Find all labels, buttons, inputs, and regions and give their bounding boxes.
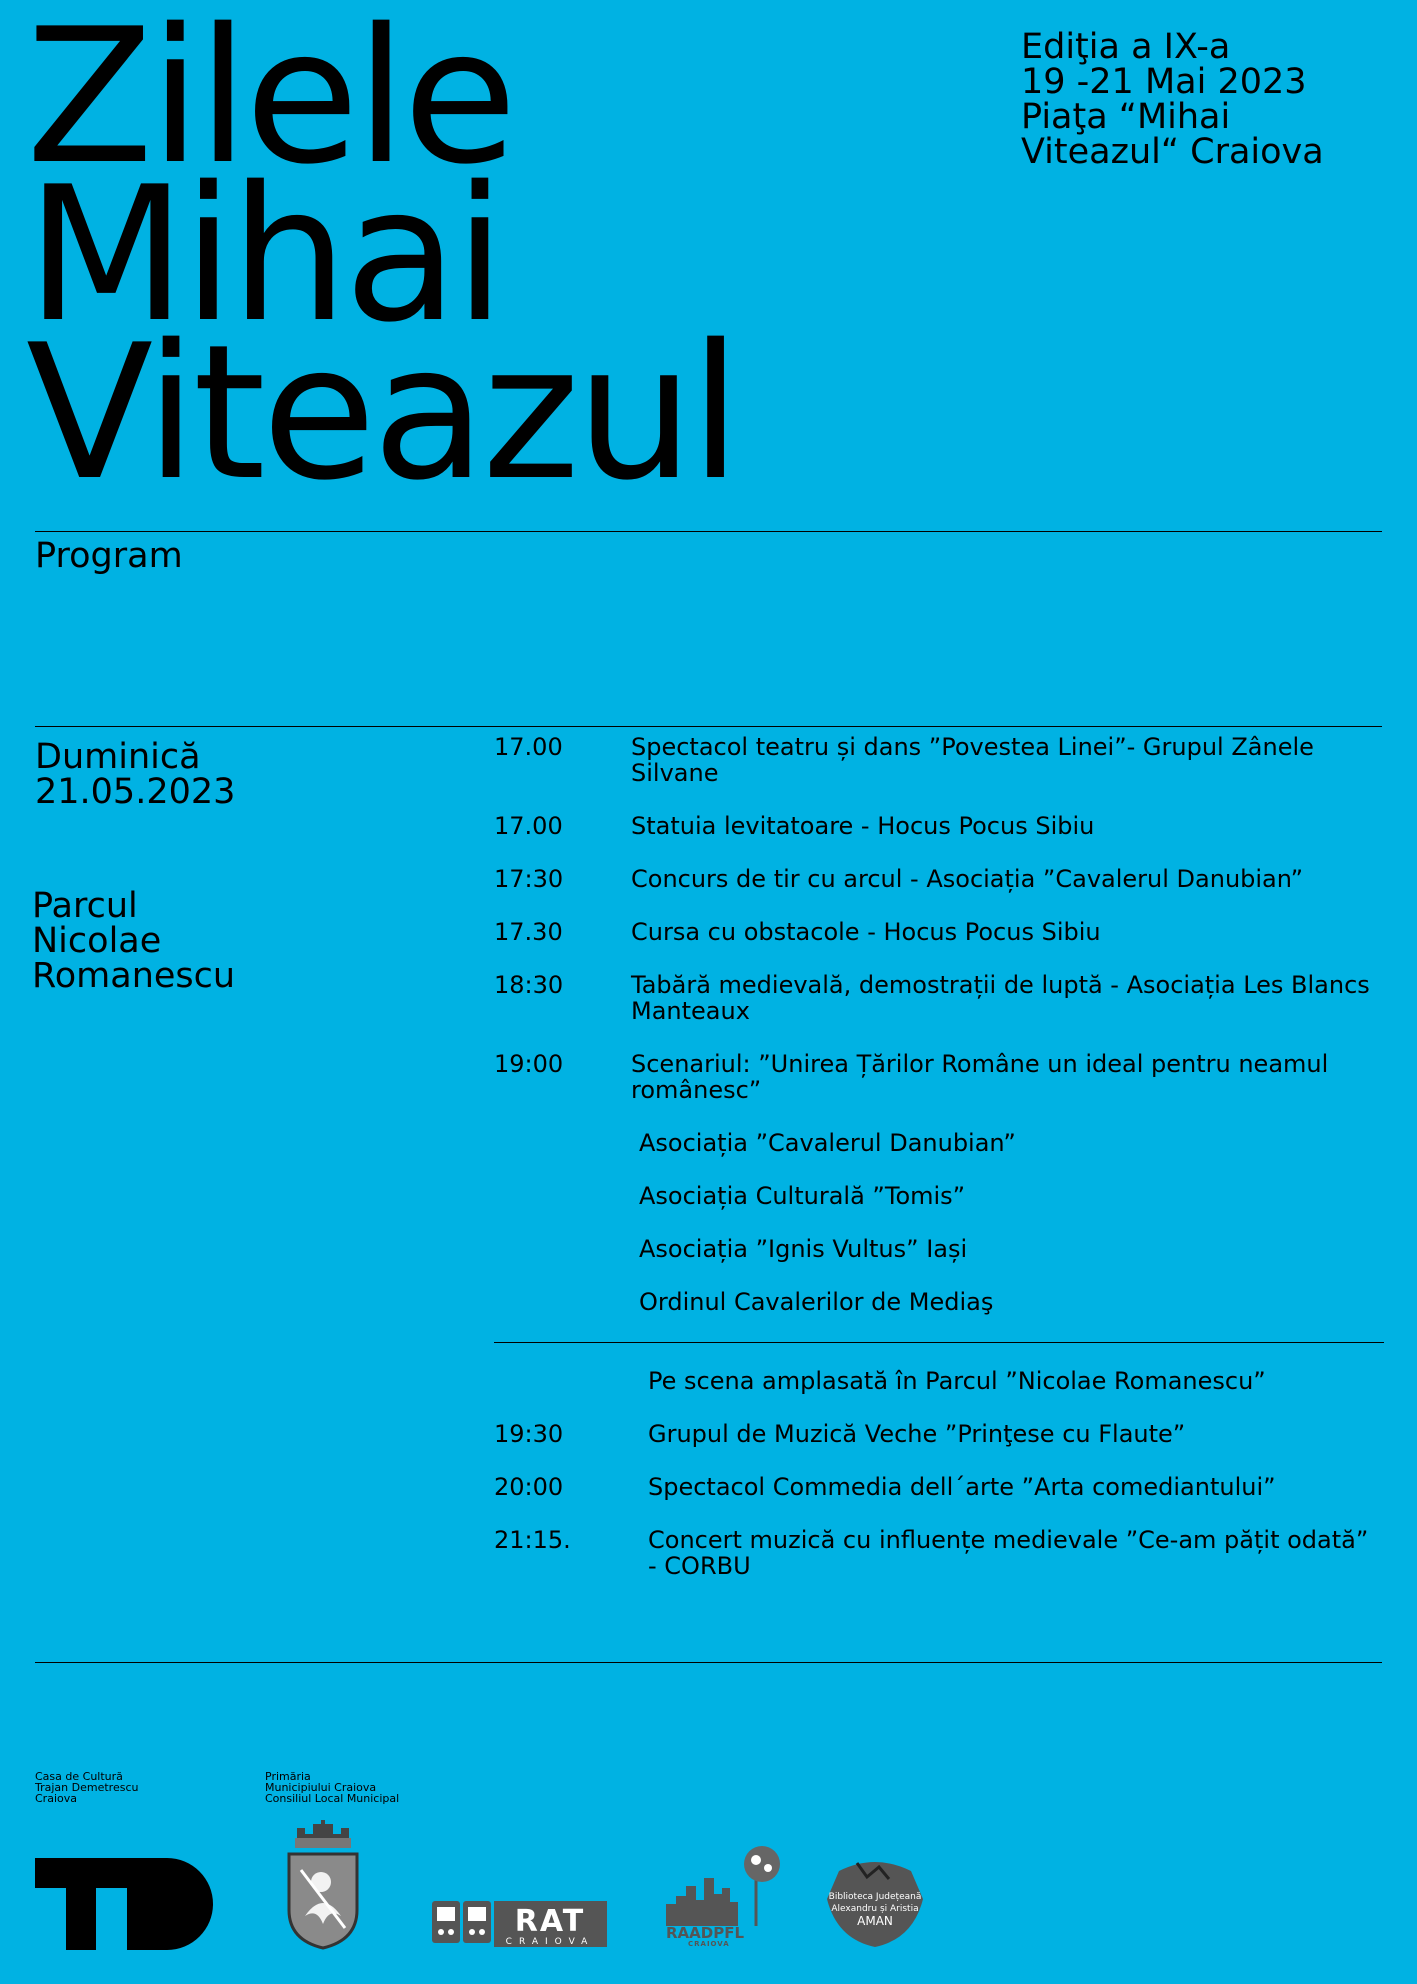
divider-top [35,531,1382,532]
td-logo [35,1858,213,1950]
org-label-line: Trajan Demetrescu [35,1781,139,1794]
org-label-line: Municipiului Craiova [265,1781,377,1794]
schedule-time: 19:00 [494,1050,564,1078]
date: 21.05.2023 [35,772,236,812]
participant-name: Ordinul Cavalerilor de Mediaş [639,1288,994,1316]
org-label-line: Primăria [265,1770,311,1783]
stage-heading: Pe scena amplasată în Parcul ”Nicolae Romanescu” [648,1367,1266,1395]
rat-craiova-logo [432,1901,607,1947]
raadpfl-logo-text: RAADPFL [666,1924,745,1942]
library-line-3: AMAN [857,1914,893,1928]
rat-logo-text: RAT [514,1904,586,1939]
participant-name: Asociația Culturală ”Tomis” [639,1182,966,1210]
schedule-desc: Concurs de tir cu arcul - Asociația ”Cavalerul Danubian” [631,865,1304,893]
divider-stage [494,1342,1384,1343]
raadpfl-logo-subtext: CRAIOVA [688,1940,730,1946]
schedule-desc: Spectacol Commedia dell´arte ”Arta comediantului” [648,1473,1276,1501]
place-info [32,886,236,996]
schedule-desc: Tabără medievală, demostrații de luptă - Asociația Les Blancs Manteaux [631,971,1370,1025]
schedule-time: 19:30 [494,1420,564,1448]
craiova-coat-of-arms-icon [283,1820,363,1950]
schedule-time: 17:30 [494,865,564,893]
schedule-time: 20:00 [494,1473,564,1501]
schedule-desc: Spectacol teatru și dans ”Povestea Linei”- Grupul Zânele Silvane [631,733,1314,787]
library-aman-logo [823,1859,927,1949]
org-label-primaria [265,1771,399,1804]
participant-name: Asociația ”Cavalerul Danubian” [639,1129,1016,1157]
place-line-3: Romanescu [32,956,236,996]
participant-name: Asociația ”Ignis Vultus” Iași [639,1235,968,1263]
edition-number: Ediţia a IX-a [1021,27,1231,67]
schedule-time: 18:30 [494,971,564,999]
program-label: Program [35,536,183,576]
edition-dates: 19 -21 Mai 2023 [1021,62,1307,102]
divider-program [35,726,1382,727]
rat-logo-subtext: CRAIOVA [505,1937,595,1947]
schedule-time: 21:15. [494,1526,571,1554]
edition-location-1: Piaţa “Mihai [1021,97,1231,137]
day-info [35,737,236,812]
weekday: Duminică [35,737,201,777]
divider-footer [35,1662,1382,1663]
place-line-2: Nicolae [32,921,162,961]
title-line-2: Mihai [26,146,502,363]
org-label-line: Casa de Cultură [35,1770,123,1783]
edition-info [1021,27,1381,172]
schedule-desc: Grupul de Muzică Veche ”Prinţese cu Flaute” [648,1420,1186,1448]
library-line-1: Biblioteca Județeană [828,1892,922,1902]
org-label-casa-cultura [35,1771,138,1804]
schedule-time: 17.30 [494,918,563,946]
org-label-line: Craiova [35,1792,77,1805]
raadpfl-logo [664,1842,780,1946]
schedule-desc: Concert muzică cu influențe medievale ”Ce-am pățit odată” - CORBU [648,1526,1369,1580]
schedule-desc: Cursa cu obstacole - Hocus Pocus Sibiu [631,918,1101,946]
schedule-time: 17.00 [494,733,563,761]
title-line-1: Zilele [26,0,514,205]
schedule-desc: Scenariul: ”Unirea Țărilor Române un ideal pentru neamul românesc” [631,1050,1329,1104]
org-label-line: Consiliul Local Municipal [265,1792,400,1805]
schedule [494,734,1384,1594]
title-line-3: Viteazul [26,304,738,521]
schedule-desc: Statuia levitatoare - Hocus Pocus Sibiu [631,812,1095,840]
place-line-1: Parcul [32,886,138,926]
edition-location-2: Viteazul“ Craiova [1021,132,1324,172]
schedule-time: 17.00 [494,812,563,840]
library-line-2: Alexandru și Aristia [831,1904,919,1914]
